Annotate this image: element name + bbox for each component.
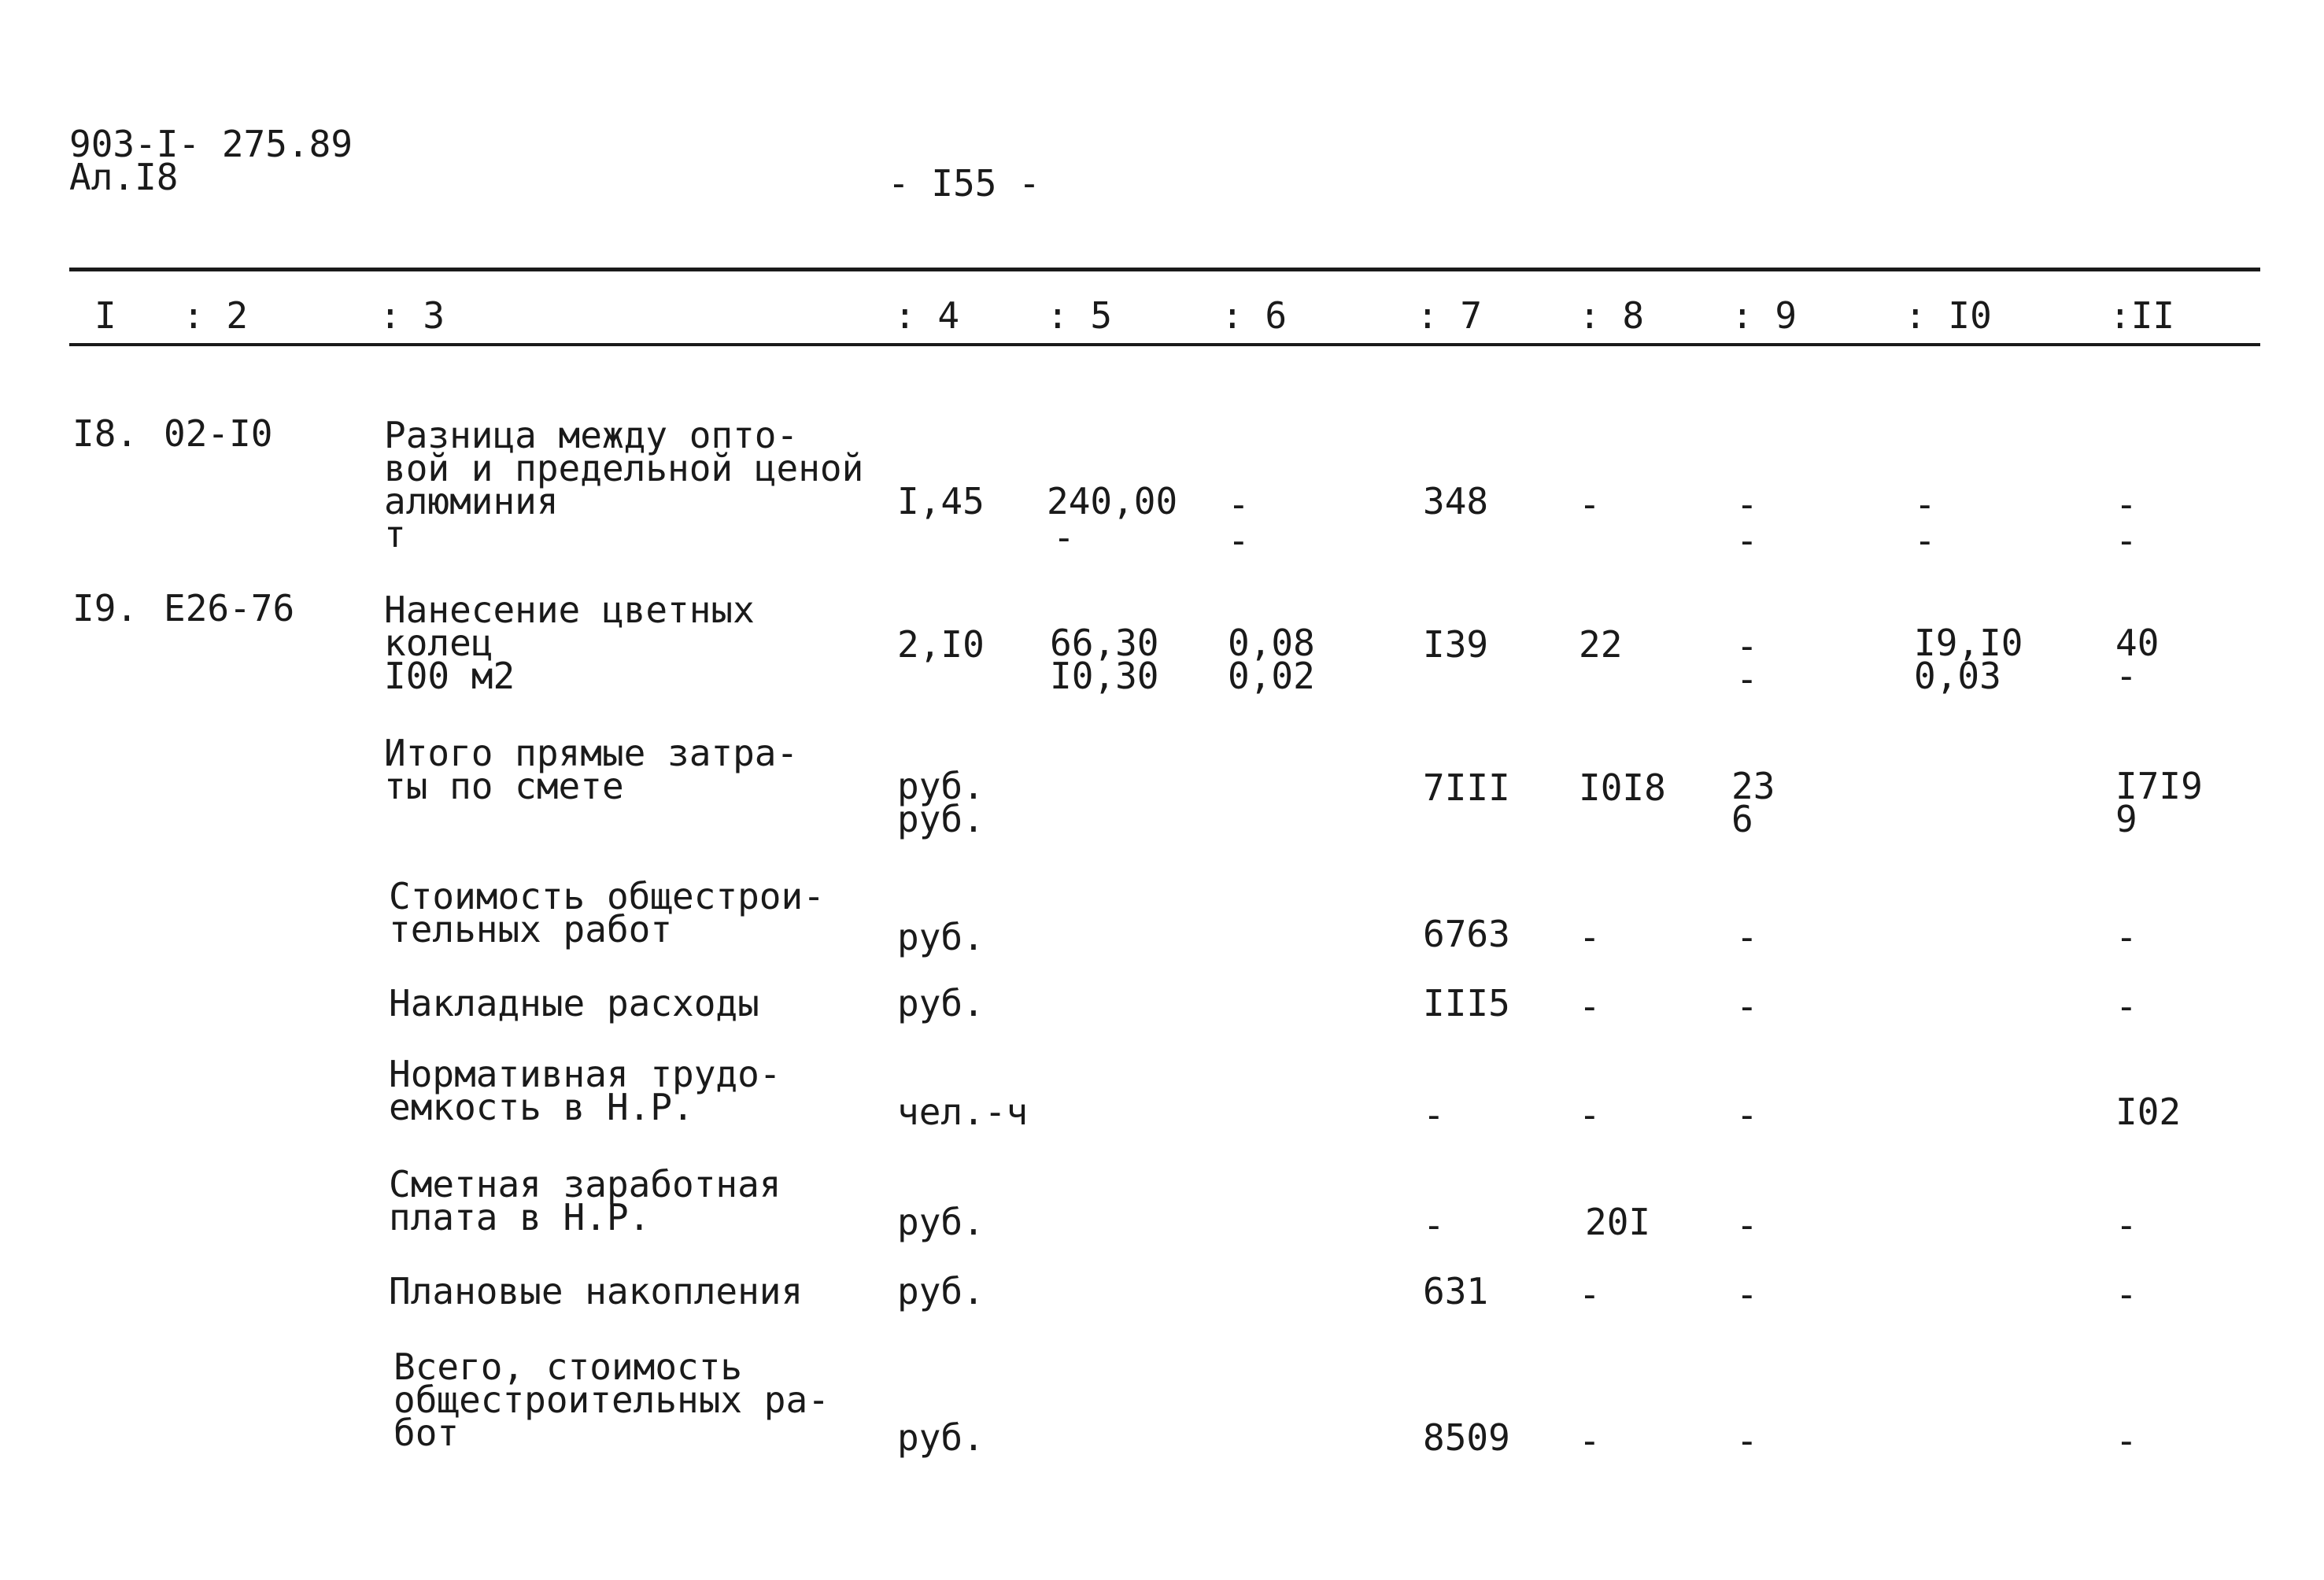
col-header-1: I — [94, 294, 116, 337]
cell-col9: - - — [1736, 625, 1758, 700]
row-description: Всего, стоимость общестроительных ра- бот — [393, 1346, 829, 1454]
cell-col8: - — [1579, 1419, 1601, 1462]
doc-code: 903-I- 275.89 — [69, 123, 353, 165]
col-header-9: : 9 — [1731, 294, 1797, 337]
row-code: 02-I0 — [164, 412, 273, 455]
cell-col5: 240,00 - — [1047, 480, 1178, 559]
cell-col10: I9,I0 0,03 — [1914, 622, 2023, 697]
cell-col9: - — [1736, 985, 1758, 1028]
col-header-5: : 5 — [1047, 294, 1113, 337]
row-number: I9. — [72, 587, 139, 629]
cell-col9: - — [1736, 1273, 1758, 1316]
cell-col8: - — [1579, 985, 1601, 1028]
cell-col11: - — [2115, 916, 2137, 958]
cell-col11: 40 - — [2115, 622, 2160, 697]
row-description: Сметная заработная плата в Н.Р. — [389, 1163, 781, 1239]
cell-col4: руб. — [897, 1270, 985, 1312]
cell-col7: 8509 — [1423, 1416, 1510, 1459]
col-header-3: : 3 — [379, 294, 445, 337]
cell-col9: - — [1736, 1204, 1758, 1246]
col-header-10: : I0 — [1905, 294, 1992, 337]
cell-col4: руб. — [897, 1201, 985, 1243]
cell-col7: 7III — [1423, 766, 1510, 809]
cell-col10: - - — [1914, 483, 1936, 562]
cell-col7: 348 — [1423, 480, 1489, 522]
row-description: Разница между опто- вой и предельной ценой алюминия т — [384, 414, 864, 556]
sheet-label: Ал.I8 — [69, 156, 179, 198]
cell-col4: I,45 — [897, 480, 985, 522]
col-header-2: : 2 — [183, 294, 249, 337]
col-header-7: : 7 — [1417, 294, 1483, 337]
cell-col8: 22 — [1579, 623, 1623, 666]
cell-col9: - — [1736, 1094, 1758, 1136]
col-header-8: : 8 — [1579, 294, 1645, 337]
cell-col7: 631 — [1423, 1270, 1489, 1312]
cell-col5: 66,30 I0,30 — [1050, 622, 1159, 697]
cell-col6: - - — [1228, 483, 1250, 562]
row-number: I8. — [72, 412, 139, 455]
cell-col8: - — [1579, 1094, 1601, 1136]
cell-col7: 6763 — [1423, 913, 1510, 955]
cell-col4: руб. руб. — [897, 765, 985, 840]
row-description: Накладные расходы — [389, 982, 759, 1024]
col-header-6: : 6 — [1221, 294, 1288, 337]
cell-col8: - — [1579, 916, 1601, 958]
row-description: Нанесение цветных колец I00 м2 — [384, 589, 755, 697]
cell-col11: - - — [2115, 483, 2137, 562]
cell-col11: I02 — [2115, 1091, 2182, 1133]
top-rule — [69, 268, 2260, 271]
cell-col9: - — [1736, 916, 1758, 958]
row-description: Плановые накопления — [389, 1270, 804, 1312]
cell-col4: руб. — [897, 916, 985, 958]
cell-col11: - — [2115, 1204, 2137, 1246]
cell-col4: руб. — [897, 982, 985, 1024]
cell-col11: - — [2115, 985, 2137, 1028]
cell-col4: 2,I0 — [897, 623, 985, 666]
header-rule — [69, 343, 2260, 346]
cell-col9: - - — [1736, 483, 1758, 562]
row-description: Нормативная трудо- емкость в Н.Р. — [389, 1053, 781, 1128]
row-description: Итого прямые затра- ты по смете — [384, 732, 799, 807]
row-description: Стоимость общестрои- тельных работ — [389, 875, 825, 951]
page-number: - I55 - — [888, 162, 1040, 205]
col-header-4: : 4 — [894, 294, 960, 337]
cell-col8: - — [1579, 483, 1601, 526]
cell-col11: - — [2115, 1419, 2137, 1462]
cell-col4: руб. — [897, 1416, 985, 1459]
cell-col7: I39 — [1423, 623, 1489, 666]
cell-col7: - — [1423, 1204, 1445, 1246]
cell-col4: чел.-ч — [897, 1091, 1029, 1133]
cell-col6: 0,08 0,02 — [1228, 622, 1315, 697]
cell-col9: 23 6 — [1731, 765, 1775, 840]
cell-col8: I0I8 — [1579, 766, 1666, 809]
cell-col11: - — [2115, 1273, 2137, 1316]
cell-col11: I7I9 9 — [2115, 765, 2203, 840]
row-code: E26-76 — [164, 587, 295, 629]
cell-col9: - — [1736, 1419, 1758, 1462]
col-header-11: :II — [2109, 294, 2175, 337]
cell-col7: III5 — [1423, 982, 1510, 1024]
cell-col8: - — [1579, 1273, 1601, 1316]
cell-col7: - — [1423, 1094, 1445, 1136]
cell-col8: 20I — [1585, 1201, 1651, 1243]
